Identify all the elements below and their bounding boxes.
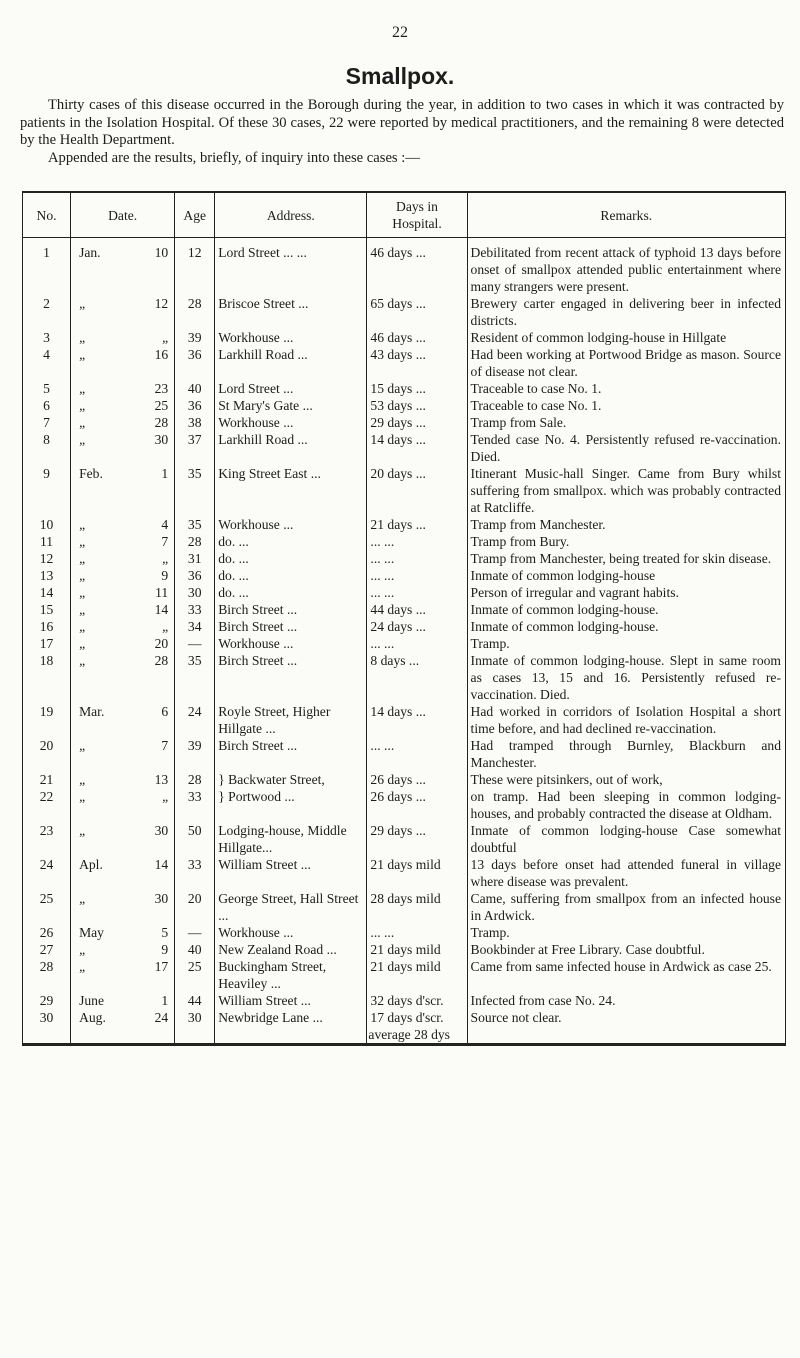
header-date: Date. — [71, 192, 175, 238]
case-days-in-hospital: ... ... — [367, 584, 467, 601]
case-remarks: Tramp from Manchester. — [467, 516, 785, 533]
table-header-row — [23, 192, 786, 238]
case-day: 28 — [154, 653, 169, 668]
case-remarks: These were pitsinkers, out of work, — [467, 771, 785, 788]
case-day: 23 — [154, 381, 169, 396]
case-number: 26 — [23, 924, 71, 941]
case-day: 1 — [161, 466, 169, 481]
case-month: „ — [79, 534, 86, 549]
case-day: 13 — [154, 772, 169, 787]
case-remarks: Tramp from Sale. — [467, 414, 785, 431]
case-month: „ — [79, 636, 86, 651]
case-address: George Street, Hall Street ... — [215, 890, 367, 924]
case-number: 2 — [23, 295, 71, 329]
case-month: „ — [79, 823, 86, 838]
case-remarks: Came from same infected house in Ardwick as case 25. — [467, 958, 785, 992]
case-days-in-hospital: 65 days ... — [367, 295, 467, 329]
case-age: 39 — [175, 737, 215, 771]
case-days-in-hospital: 26 days ... — [367, 771, 467, 788]
case-date — [71, 822, 175, 856]
case-number: 28 — [23, 958, 71, 992]
case-age: 44 — [175, 992, 215, 1009]
case-month: „ — [79, 772, 86, 787]
case-month: May — [79, 925, 104, 940]
case-month: „ — [79, 330, 86, 345]
case-address: do. ... — [215, 550, 367, 567]
case-number: 1 — [23, 238, 71, 296]
case-date — [71, 380, 175, 397]
case-remarks: Person of irregular and vagrant habits. — [467, 584, 785, 601]
case-address: Workhouse ... — [215, 329, 367, 346]
case-age: — — [175, 924, 215, 941]
case-age: 36 — [175, 567, 215, 584]
case-age: 39 — [175, 329, 215, 346]
case-remarks: Tended case No. 4. Persistently refused re-vaccination. Died. — [467, 431, 785, 465]
table-row — [23, 890, 786, 924]
case-address: Larkhill Road ... — [215, 431, 367, 465]
case-days-in-hospital: 15 days ... — [367, 380, 467, 397]
case-month: „ — [79, 347, 86, 362]
case-age: — — [175, 635, 215, 652]
case-number: 9 — [23, 465, 71, 516]
case-days-in-hospital: 14 days ... — [367, 431, 467, 465]
case-date — [71, 652, 175, 703]
table-row — [23, 1009, 786, 1026]
case-number: 16 — [23, 618, 71, 635]
table-row — [23, 771, 786, 788]
case-date — [71, 890, 175, 924]
case-age: 36 — [175, 397, 215, 414]
case-date — [71, 856, 175, 890]
case-number: 24 — [23, 856, 71, 890]
case-days-in-hospital: 8 days ... — [367, 652, 467, 703]
case-age: 35 — [175, 652, 215, 703]
case-day: 16 — [154, 347, 169, 362]
case-date — [71, 992, 175, 1009]
case-number: 19 — [23, 703, 71, 737]
case-date — [71, 601, 175, 618]
case-remarks: Inmate of common lodging-house Case somewhat doubtful — [467, 822, 785, 856]
case-number: 8 — [23, 431, 71, 465]
case-number: 30 — [23, 1009, 71, 1026]
case-month: Aug. — [79, 1010, 106, 1025]
case-number: 6 — [23, 397, 71, 414]
case-day: 1 — [161, 993, 169, 1008]
case-day: 4 — [161, 517, 169, 532]
case-date — [71, 941, 175, 958]
case-address: Lord Street ... — [215, 380, 367, 397]
table-row — [23, 788, 786, 822]
case-address: do. ... — [215, 567, 367, 584]
case-remarks: Traceable to case No. 1. — [467, 380, 785, 397]
table-row — [23, 856, 786, 890]
table-row — [23, 380, 786, 397]
case-number: 18 — [23, 652, 71, 703]
case-remarks: Had worked in corridors of Isolation Hospital a short time before, and had declined re-vaccination. — [467, 703, 785, 737]
case-days-in-hospital: ... ... — [367, 550, 467, 567]
case-days-in-hospital: 44 days ... — [367, 601, 467, 618]
table-row — [23, 516, 786, 533]
case-month: „ — [79, 959, 86, 974]
case-day: 25 — [154, 398, 169, 413]
case-remarks: Had tramped through Burnley, Blackburn and Manchester. — [467, 737, 785, 771]
table-row — [23, 992, 786, 1009]
case-day: 10 — [154, 245, 169, 260]
case-days-in-hospital: 21 days mild — [367, 856, 467, 890]
case-address: Briscoe Street ... — [215, 295, 367, 329]
case-month: Apl. — [79, 857, 103, 872]
case-address: do. ... — [215, 584, 367, 601]
case-remarks: Itinerant Music-hall Singer. Came from Bury whilst suffering from smallpox. which was probably contracted at Ratcliffe. — [467, 465, 785, 516]
case-days-in-hospital: 17 days d'scr. — [367, 1009, 467, 1026]
case-month: Jan. — [79, 245, 101, 260]
table-row — [23, 346, 786, 380]
case-month: „ — [79, 891, 86, 906]
case-day: 30 — [154, 823, 169, 838]
case-day: 7 — [161, 738, 169, 753]
case-days-in-hospital: 28 days mild — [367, 890, 467, 924]
case-age: 35 — [175, 465, 215, 516]
table-row — [23, 550, 786, 567]
case-age: 38 — [175, 414, 215, 431]
case-day: „ — [162, 619, 169, 634]
case-remarks: Traceable to case No. 1. — [467, 397, 785, 414]
case-day: 9 — [161, 568, 169, 583]
case-age: 33 — [175, 856, 215, 890]
case-remarks: Had been working at Portwood Bridge as mason. Source of disease not clear. — [467, 346, 785, 380]
case-address: Birch Street ... — [215, 737, 367, 771]
case-age: 33 — [175, 788, 215, 822]
case-days-in-hospital: 21 days mild — [367, 941, 467, 958]
intro-paragraph: Appended are the results, briefly, of inquiry into these cases :— — [48, 149, 420, 166]
case-number: 25 — [23, 890, 71, 924]
case-days-in-hospital: 32 days d'scr. — [367, 992, 467, 1009]
case-age: 30 — [175, 1009, 215, 1026]
case-remarks: Bookbinder at Free Library. Case doubtful. — [467, 941, 785, 958]
case-remarks: Tramp from Manchester, being treated for skin disease. — [467, 550, 785, 567]
case-address: Birch Street ... — [215, 652, 367, 703]
case-number: 4 — [23, 346, 71, 380]
case-age: 24 — [175, 703, 215, 737]
case-number: 27 — [23, 941, 71, 958]
case-number: 14 — [23, 584, 71, 601]
table-row — [23, 431, 786, 465]
case-date — [71, 238, 175, 296]
table-row — [23, 703, 786, 737]
table-row — [23, 601, 786, 618]
case-date — [71, 465, 175, 516]
case-date — [71, 1009, 175, 1026]
header-age: Age — [175, 192, 215, 238]
case-remarks: Tramp. — [467, 924, 785, 941]
case-month: Feb. — [79, 466, 103, 481]
case-number: 29 — [23, 992, 71, 1009]
case-address: Royle Street, Higher Hillgate ... — [215, 703, 367, 737]
case-address: } Backwater Street, — [215, 771, 367, 788]
table-footer-row — [23, 1026, 786, 1045]
case-days-in-hospital: 21 days ... — [367, 516, 467, 533]
table-row — [23, 567, 786, 584]
case-address: King Street East ... — [215, 465, 367, 516]
case-day: 17 — [154, 959, 169, 974]
case-address: Workhouse ... — [215, 924, 367, 941]
case-age: 28 — [175, 295, 215, 329]
case-age: 30 — [175, 584, 215, 601]
case-remarks: Inmate of common lodging-house — [467, 567, 785, 584]
case-month: „ — [79, 585, 86, 600]
case-month: „ — [79, 653, 86, 668]
case-days-in-hospital: 14 days ... — [367, 703, 467, 737]
case-date — [71, 771, 175, 788]
average-days: average 28 dys — [367, 1026, 467, 1045]
case-age: 12 — [175, 238, 215, 296]
case-month: „ — [79, 568, 86, 583]
header-no: No. — [23, 192, 71, 238]
case-address: } Portwood ... — [215, 788, 367, 822]
table-row — [23, 414, 786, 431]
case-days-in-hospital: ... ... — [367, 737, 467, 771]
case-date — [71, 346, 175, 380]
table-body — [23, 238, 786, 1045]
case-age: 34 — [175, 618, 215, 635]
case-age: 28 — [175, 771, 215, 788]
case-days-in-hospital: 43 days ... — [367, 346, 467, 380]
case-days-in-hospital: 20 days ... — [367, 465, 467, 516]
table-row — [23, 822, 786, 856]
case-days-in-hospital: ... ... — [367, 924, 467, 941]
table-row — [23, 533, 786, 550]
case-remarks: Tramp from Bury. — [467, 533, 785, 550]
case-remarks: Inmate of common lodging-house. Slept in same room as cases 13, 15 and 16. Persistently refused re-vaccination. Died. — [467, 652, 785, 703]
case-date — [71, 958, 175, 992]
case-days-in-hospital: 29 days ... — [367, 414, 467, 431]
case-day: 12 — [154, 296, 169, 311]
table-row — [23, 958, 786, 992]
case-day: „ — [162, 551, 169, 566]
header-days-in-hospital: Days in Hospital. — [367, 192, 467, 238]
case-age: 28 — [175, 533, 215, 550]
case-date — [71, 618, 175, 635]
case-date — [71, 550, 175, 567]
case-day: 14 — [154, 602, 169, 617]
case-day: 30 — [154, 891, 169, 906]
case-month: „ — [79, 517, 86, 532]
case-age: 20 — [175, 890, 215, 924]
table-row — [23, 238, 786, 296]
case-age: 36 — [175, 346, 215, 380]
table-row — [23, 924, 786, 941]
case-month: „ — [79, 415, 86, 430]
case-remarks: on tramp. Had been sleeping in common lodging-houses, and probably contracted the disease at Oldham. — [467, 788, 785, 822]
table-row — [23, 941, 786, 958]
case-remarks: Inmate of common lodging-house. — [467, 601, 785, 618]
case-date — [71, 533, 175, 550]
case-age: 33 — [175, 601, 215, 618]
case-remarks: 13 days before onset had attended funeral in village where disease was prevalent. — [467, 856, 785, 890]
case-date — [71, 788, 175, 822]
case-remarks: Came, suffering from smallpox from an infected house in Ardwick. — [467, 890, 785, 924]
case-remarks: Debilitated from recent attack of typhoid 13 days before onset of smallpox attended public entertainment where many strangers were present. — [467, 238, 785, 296]
case-month: „ — [79, 789, 86, 804]
case-days-in-hospital: 53 days ... — [367, 397, 467, 414]
case-day: 5 — [161, 925, 169, 940]
case-day: 28 — [154, 415, 169, 430]
case-number: 15 — [23, 601, 71, 618]
case-day: 24 — [154, 1010, 169, 1025]
case-number: 23 — [23, 822, 71, 856]
case-month: „ — [79, 619, 86, 634]
intro-paragraph: Thirty cases of this disease occurred in the Borough during the year, in addition to two cases in which it was contracted by patients in the Isolation Hospital. Of these 30 cases, 22 were reported by medical practitioners, and the remaining 8 were detected by the Health Department. — [20, 97, 784, 148]
header-remarks: Remarks. — [467, 192, 785, 238]
case-age: 25 — [175, 958, 215, 992]
case-day: 30 — [154, 432, 169, 447]
case-number: 12 — [23, 550, 71, 567]
case-day: 14 — [154, 857, 169, 872]
case-days-in-hospital: 46 days ... — [367, 329, 467, 346]
case-address: Workhouse ... — [215, 635, 367, 652]
case-month: „ — [79, 738, 86, 753]
case-month: „ — [79, 381, 86, 396]
case-month: „ — [79, 551, 86, 566]
case-date — [71, 414, 175, 431]
case-day: „ — [162, 789, 169, 804]
case-number: 13 — [23, 567, 71, 584]
case-day: 11 — [155, 585, 169, 600]
case-day: 7 — [161, 534, 169, 549]
case-address: St Mary's Gate ... — [215, 397, 367, 414]
table-row — [23, 737, 786, 771]
case-age: 35 — [175, 516, 215, 533]
case-address: William Street ... — [215, 856, 367, 890]
table-row — [23, 295, 786, 329]
case-day: 20 — [154, 636, 169, 651]
case-remarks: Inmate of common lodging-house. — [467, 618, 785, 635]
case-day: 9 — [161, 942, 169, 957]
case-age: 50 — [175, 822, 215, 856]
case-date — [71, 703, 175, 737]
case-address: do. ... — [215, 533, 367, 550]
case-address: Newbridge Lane ... — [215, 1009, 367, 1026]
table-row — [23, 635, 786, 652]
case-days-in-hospital: 21 days mild — [367, 958, 467, 992]
case-date — [71, 737, 175, 771]
table-row — [23, 652, 786, 703]
case-month: Mar. — [79, 704, 105, 719]
case-date — [71, 295, 175, 329]
case-month: June — [79, 993, 104, 1008]
case-address: Workhouse ... — [215, 516, 367, 533]
case-number: 21 — [23, 771, 71, 788]
case-address: William Street ... — [215, 992, 367, 1009]
table-row — [23, 465, 786, 516]
case-date — [71, 567, 175, 584]
table-row — [23, 584, 786, 601]
case-number: 20 — [23, 737, 71, 771]
case-number: 11 — [23, 533, 71, 550]
case-address: Workhouse ... — [215, 414, 367, 431]
case-remarks: Source not clear. — [467, 1009, 785, 1026]
case-number: 17 — [23, 635, 71, 652]
case-address: Birch Street ... — [215, 601, 367, 618]
case-address: Lord Street ... ... — [215, 238, 367, 296]
case-age: 40 — [175, 380, 215, 397]
case-number: 10 — [23, 516, 71, 533]
intro-text — [20, 97, 784, 167]
case-remarks: Tramp. — [467, 635, 785, 652]
case-date — [71, 924, 175, 941]
case-month: „ — [79, 602, 86, 617]
case-month: „ — [79, 942, 86, 957]
case-address: Birch Street ... — [215, 618, 367, 635]
case-days-in-hospital: 29 days ... — [367, 822, 467, 856]
case-month: „ — [79, 432, 86, 447]
case-month: „ — [79, 398, 86, 413]
header-address: Address. — [215, 192, 367, 238]
smallpox-cases-table — [22, 191, 786, 1046]
case-month: „ — [79, 296, 86, 311]
case-date — [71, 584, 175, 601]
case-number: 7 — [23, 414, 71, 431]
case-days-in-hospital: ... ... — [367, 533, 467, 550]
case-number: 5 — [23, 380, 71, 397]
case-day: 6 — [161, 704, 169, 719]
table-row — [23, 397, 786, 414]
case-remarks: Brewery carter engaged in delivering beer in infected districts. — [467, 295, 785, 329]
case-address: Larkhill Road ... — [215, 346, 367, 380]
case-address: New Zealand Road ... — [215, 941, 367, 958]
case-age: 40 — [175, 941, 215, 958]
section-title: Smallpox. — [345, 63, 455, 89]
case-days-in-hospital: ... ... — [367, 567, 467, 584]
case-days-in-hospital: ... ... — [367, 635, 467, 652]
case-day: „ — [162, 330, 169, 345]
case-address: Buckingham Street, Heaviley ... — [215, 958, 367, 992]
case-number: 22 — [23, 788, 71, 822]
case-days-in-hospital: 46 days ... — [367, 238, 467, 296]
table-row — [23, 329, 786, 346]
page-number: 22 — [392, 24, 408, 41]
case-date — [71, 431, 175, 465]
case-remarks: Infected from case No. 24. — [467, 992, 785, 1009]
case-date — [71, 397, 175, 414]
table-row — [23, 618, 786, 635]
case-date — [71, 516, 175, 533]
case-date — [71, 635, 175, 652]
case-age: 37 — [175, 431, 215, 465]
case-date — [71, 329, 175, 346]
case-age: 31 — [175, 550, 215, 567]
case-number: 3 — [23, 329, 71, 346]
case-remarks: Resident of common lodging-house in Hillgate — [467, 329, 785, 346]
case-address: Lodging-house, Middle Hillgate... — [215, 822, 367, 856]
case-days-in-hospital: 26 days ... — [367, 788, 467, 822]
case-days-in-hospital: 24 days ... — [367, 618, 467, 635]
